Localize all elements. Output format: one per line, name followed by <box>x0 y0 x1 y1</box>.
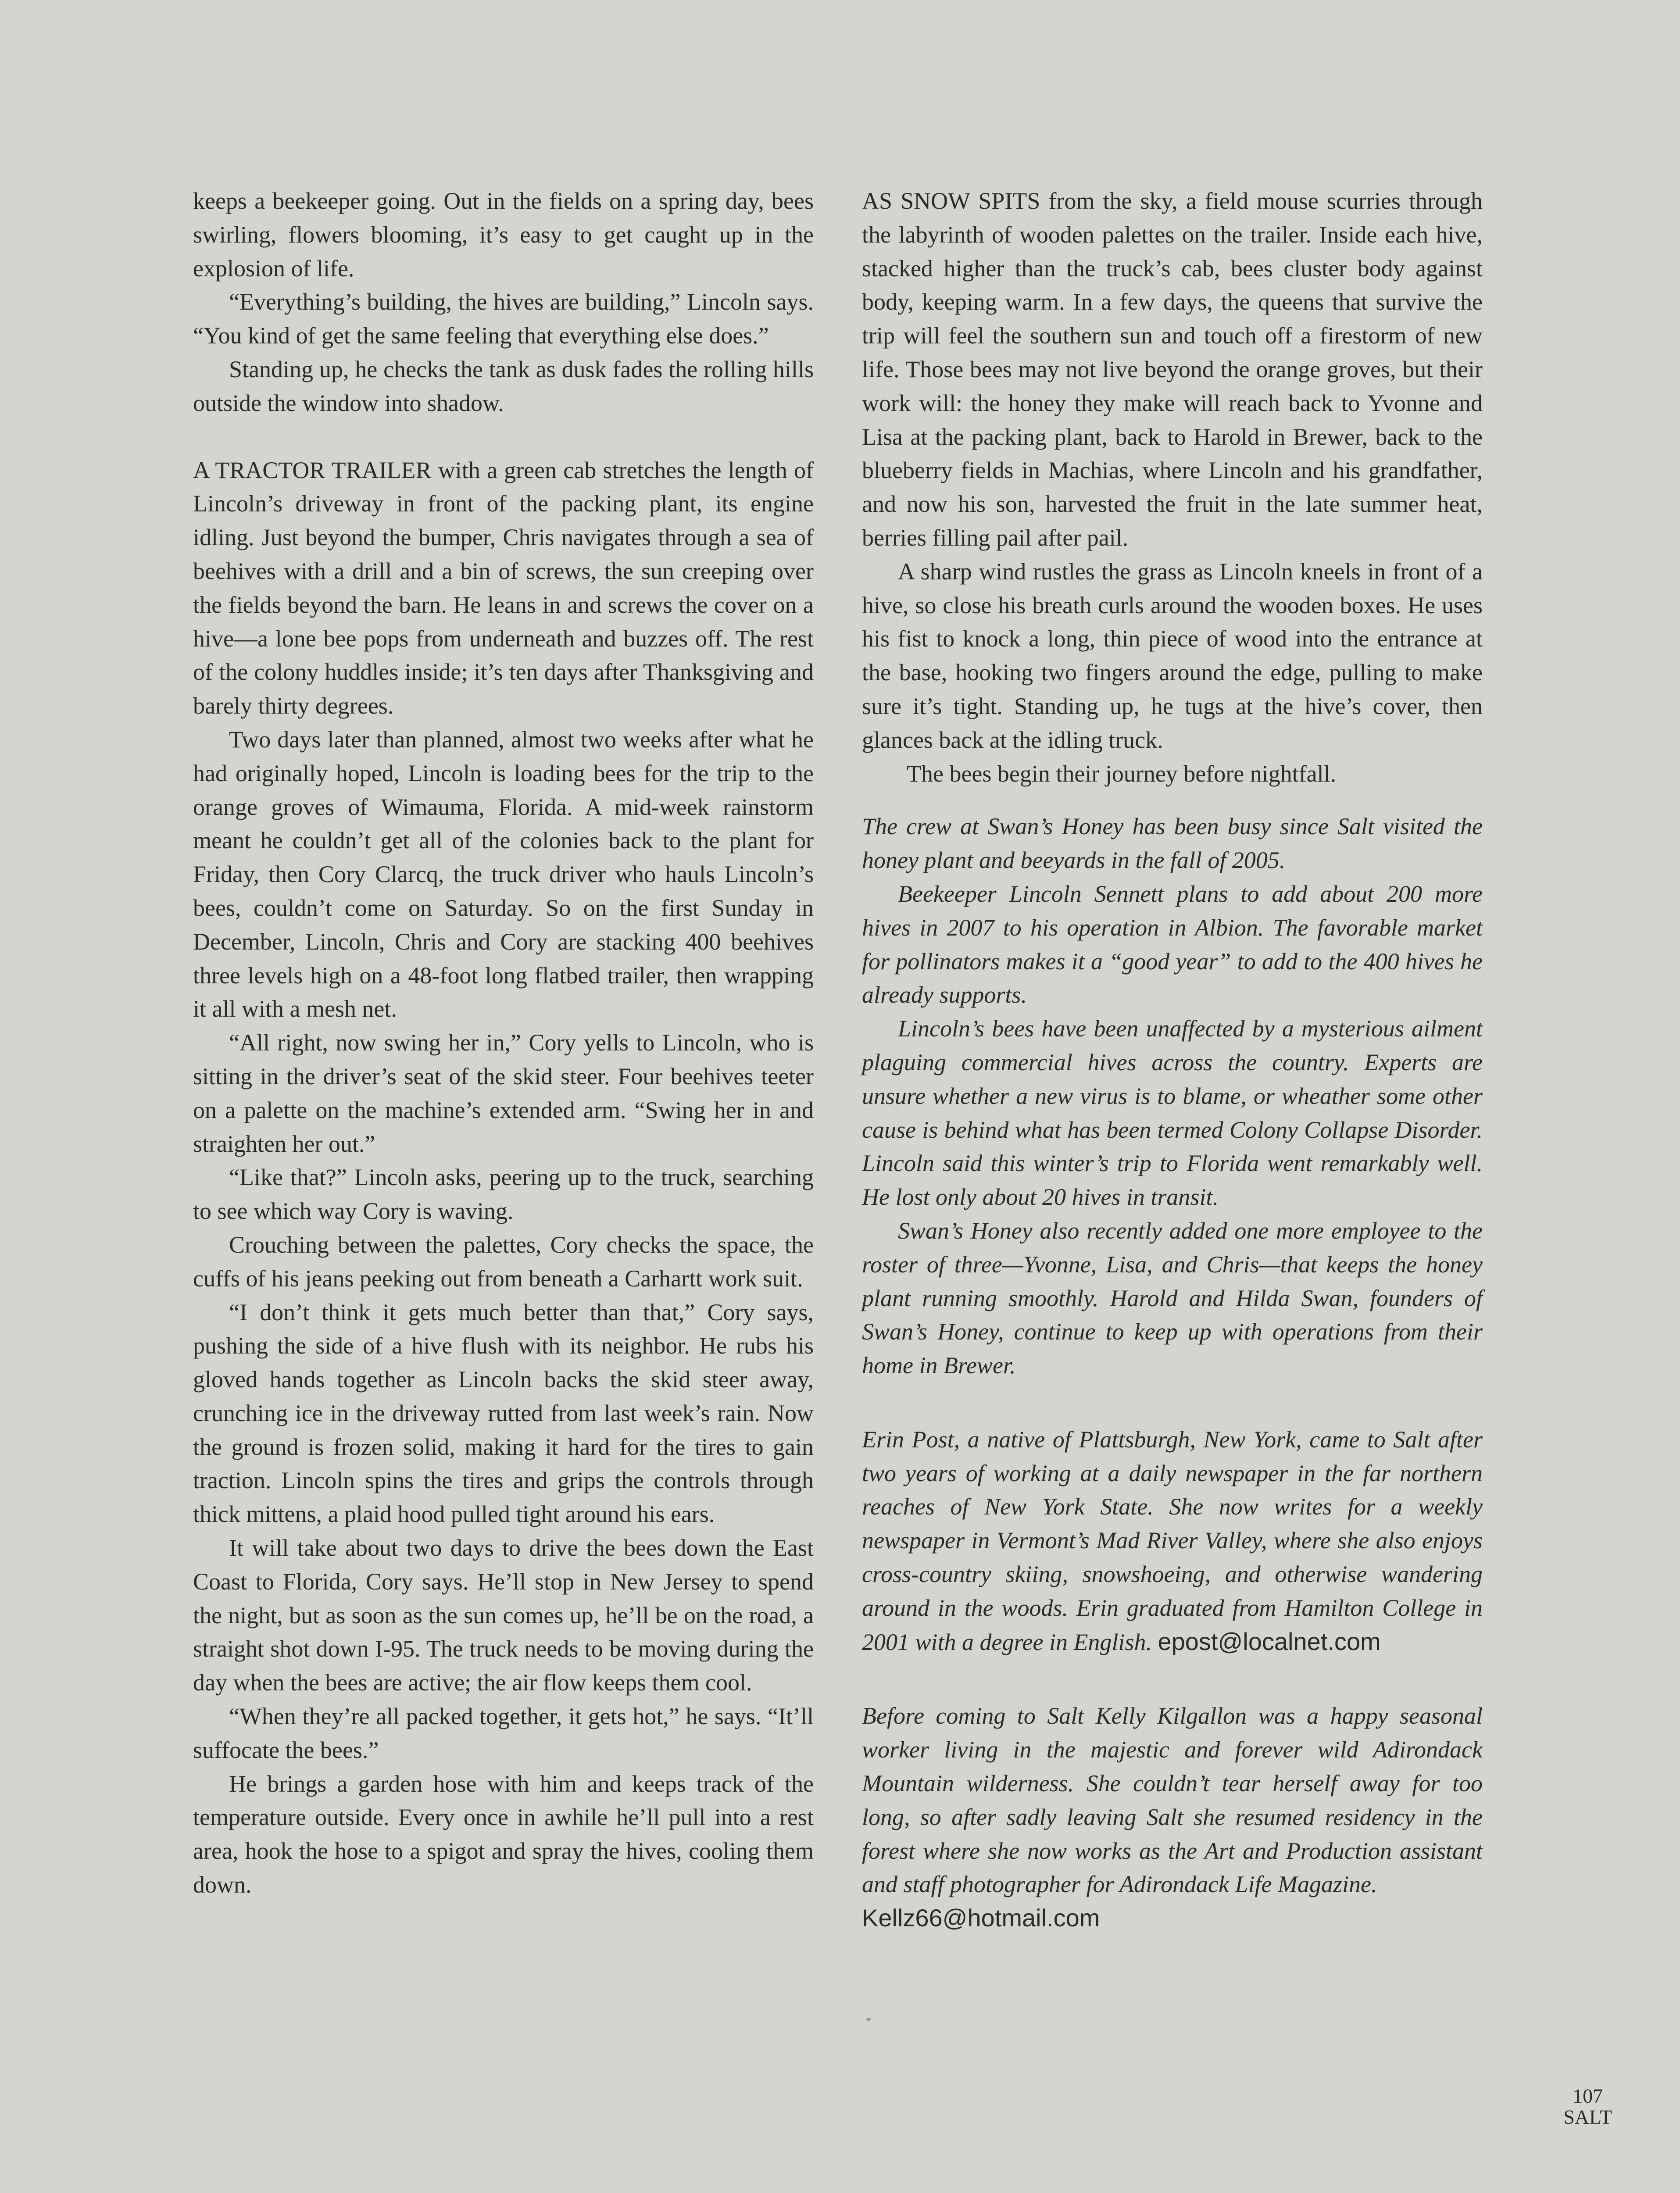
author-email: epost@localnet.com <box>1158 1627 1381 1655</box>
section-opening-paragraph: AS SNOW SPITS from the sky, a field mouse scurries through the labyrinth of wooden palettes on the trailer. Inside each hive, stacked higher than the truck’s cab, bees cluster body against body, keeping warm. In a few days, the queens that survive the trip will feel the southern sun and touch off a firestorm of new life. Those bees may not live beyond the orange groves, but their work will: the honey they make will reach back to Yvonne and Lisa at the packing plant, back to Harold in Brewer, back to the blueberry fields in Machias, where Lincoln and his grandfather, and now his son, harvested the fruit in the late summer heat, berries filling pail after pail. <box>862 188 1483 551</box>
photographer-email: Kellz66@hotmail.com <box>862 1904 1100 1932</box>
photographer-bio-text: Before coming to Salt Kelly Kilgallon was a happy seasonal worker living in the majestic and forever wild Adirondack Mountain wilderness. She couldn’t tear herself away for too long, so after sadly leaving Salt she resumed residency in the forest where she now works as the Art and Production assistant and staff photographer for Adirondack Life Magazine. <box>862 1703 1483 1898</box>
update-paragraph: The crew at Swan’s Honey has been busy since Salt visited the honey plant and beeyards in the fall of 2005. <box>862 813 1483 874</box>
author-bio <box>862 1423 1483 1659</box>
closing-line: The bees begin their journey before nightfall. <box>907 760 1337 787</box>
paragraph: “Like that?” Lincoln asks, peering up to the truck, searching to see which way Cory is waving. <box>193 1164 814 1225</box>
paragraph: It will take about two days to drive the bees down the East Coast to Florida, Cory says. He’ll stop in New Jersey to spend the night, but as soon as the sun comes up, he’ll be on the road, a straight shot down I-95. The truck needs to be moving during the day when the bees are active; the air flow keeps them cool. <box>193 1535 814 1696</box>
section-break <box>862 1382 1483 1423</box>
paragraph: “Everything’s building, the hives are building,” Lincoln says. “You kind of get the same feeling that everything else does.” <box>193 289 814 349</box>
folio <box>1563 2086 1612 2128</box>
paragraph: Two days later than planned, almost two weeks after what he had originally hoped, Lincoln is loading bees for the trip to the orange groves of Wimauma, Florida. A mid-week rainstorm meant he couldn’t get all of the colonies back to the plant for Friday, then Cory Clarcq, the truck driver who hauls Lincoln’s bees, couldn’t come on Saturday. So on the first Sunday in December, Lincoln, Chris and Cory are stacking 400 beehives three levels high on a 48-foot long flatbed trailer, then wrapping it all with a mesh net. <box>193 726 814 1022</box>
update-paragraph: Lincoln’s bees have been unaffected by a mysterious ailment plaguing commercial hives across the country. Experts are unsure whether a new virus is to blame, or wheather some other cause is behind what has been termed Colony Collapse Disorder. Lincoln said this winter’s trip to Florida went remarkably well. He lost only about 20 hives in transit. <box>862 1015 1483 1211</box>
update-paragraph: Swan’s Honey also recently added one more employee to the roster of three—Yvonne, Lisa, and Chris—that keeps the honey plant running smoothly. Harold and Hilda Swan, founders of Swan’s Honey, continue to keep up with operations from their home in Brewer. <box>862 1217 1483 1379</box>
page-number: 107 <box>1573 2085 1603 2107</box>
section-break <box>862 790 1483 810</box>
paragraph: keeps a beekeeper going. Out in the fields on a spring day, bees swirling, flowers blooming, it’s easy to get caught up in the explosion of life. <box>193 188 814 282</box>
paragraph: Crouching between the palettes, Cory checks the space, the cuffs of his jeans peeking out from beneath a Carhartt work suit. <box>193 1231 814 1292</box>
paragraph: “I don’t think it gets much better than that,” Cory says, pushing the side of a hive flush with its neighbor. He rubs his gloved hands together as Lincoln backs the skid steer away, crunching ice in the driveway rutted from last week’s rain. Now the ground is frozen solid, making it hard for the tires to gain traction. Lincoln spins the tires and grips the controls through thick mittens, a plaid hood pulled tight around his ears. <box>193 1299 814 1528</box>
section-opening-paragraph: A TRACTOR TRAILER with a green cab stretches the length of Lincoln’s driveway in front of the packing plant, its engine idling. Just beyond the bumper, Chris navigates through a sea of beehives with a drill and a bin of screws, the sun creeping over the fields beyond the barn. He leans in and screws the cover on a hive—a lone bee pops from underneath and buzzes off. The rest of the colony huddles inside; it’s ten days after Thanksgiving and barely thirty degrees. <box>193 457 814 719</box>
update-paragraph: Beekeeper Lincoln Sennett plans to add about 200 more hives in 2007 to his operation in Albion. The favorable market for pollinators makes it a “good year” to add to the 400 hives he already supports. <box>862 880 1483 1008</box>
section-break <box>862 1659 1483 1699</box>
paragraph: “All right, now swing her in,” Cory yells to Lincoln, who is sitting in the driver’s seat of the skid steer. Four beehives teeter on a palette on the machine’s extended arm. “Swing her in and straighten her out.” <box>193 1029 814 1157</box>
print-speck <box>866 2018 871 2021</box>
paragraph: A sharp wind rustles the grass as Lincoln kneels in front of a hive, so close his breath curls around the wooden boxes. He uses his fist to knock a long, thin piece of wood into the entrance at the base, hooking two fingers around the edge, pulling to make sure it’s tight. Standing up, he tugs at the hive’s cover, then glances back at the idling truck. <box>862 558 1483 753</box>
magazine-name: SALT <box>1563 2106 1612 2128</box>
paragraph: Standing up, he checks the tank as dusk fades the rolling hills outside the window into shadow. <box>193 356 814 416</box>
section-break <box>193 420 814 454</box>
paragraph: “When they’re all packed together, it gets hot,” he says. “It’ll suffocate the bees.” <box>193 1703 814 1763</box>
left-column <box>193 184 814 1902</box>
photographer-bio <box>862 1699 1483 1901</box>
author-bio-text: Erin Post, a native of Plattsburgh, New York, came to Salt after two years of working at a daily newspaper in the far northern reaches of New York State. She now writes for a weekly newspaper in Vermont’s Mad River Valley, where she also enjoys cross-country skiing, snowshoeing, and otherwise wandering around in the woods. Erin graduated from Hamilton College in 2001 with a degree in English. <box>862 1426 1483 1655</box>
paragraph: He brings a garden hose with him and keeps track of the temperature outside. Every once in awhile he’ll pull into a rest area, hook the hose to a spigot and spray the hives, cooling them down. <box>193 1770 814 1898</box>
right-column <box>862 184 1483 1935</box>
